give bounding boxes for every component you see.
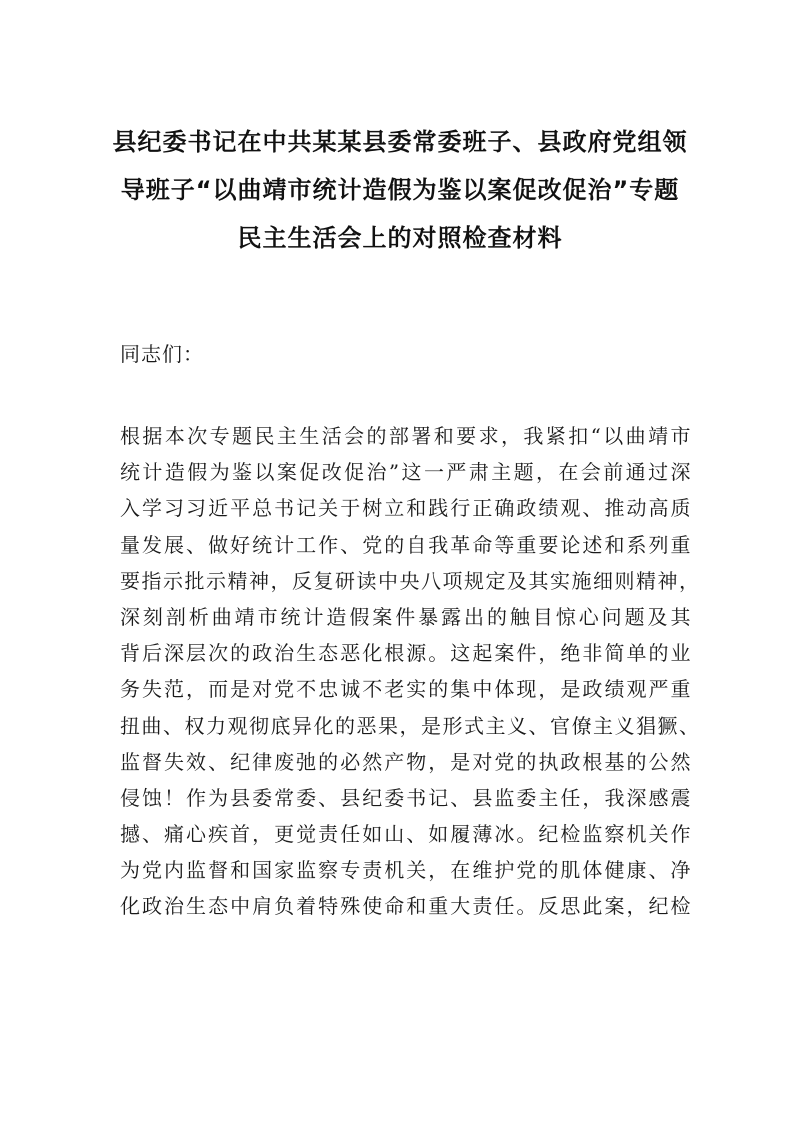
body-line: 侵蚀！作为县委常委、县纪委书记、县监委主任，我深感震	[120, 785, 692, 810]
document-title	[110, 118, 690, 262]
body-line: 量发展、做好统计工作、党的自我革命等重要论述和系列重	[120, 532, 692, 557]
body-line: 务失范，而是对党不忠诚不老实的集中体现，是政绩观严重	[120, 677, 692, 702]
title-line: 导班子“以曲靖市统计造假为鉴以案促改促治”专题	[120, 176, 680, 204]
body-line: 要指示批示精神，反复研读中央八项规定及其实施细则精神，	[120, 568, 701, 593]
body-line: 化政治生态中肩负着特殊使命和重大责任。反思此案，纪检	[120, 894, 692, 919]
title-line: 县纪委书记在中共某某县委常委班子、县政府党组领	[112, 128, 688, 156]
title-line: 民主生活会上的对照检查材料	[237, 224, 563, 252]
salutation: 同志们：	[120, 342, 204, 366]
body-line: 扭曲、权力观彻底异化的恶果，是形式主义、官僚主义猖獗、	[120, 713, 701, 738]
body-line: 根据本次专题民主生活会的部署和要求，我紧扣“以曲靖市	[120, 424, 692, 448]
body-paragraph	[120, 418, 701, 925]
body-line: 为党内监督和国家监察专责机关，在维护党的肌体健康、净	[120, 858, 692, 883]
body-line: 撼、痛心疾首，更觉责任如山、如履薄冰。纪检监察机关作	[120, 822, 692, 847]
body-line: 深刻剖析曲靖市统计造假案件暴露出的触目惊心问题及其	[120, 604, 692, 629]
body-line: 监督失效、纪律废弛的必然产物，是对党的执政根基的公然	[120, 749, 692, 774]
body-line: 背后深层次的政治生态恶化根源。这起案件，绝非简单的业	[120, 641, 692, 666]
body-line: 入学习习近平总书记关于树立和践行正确政绩观、推动高质	[120, 496, 692, 521]
body-line: 统计造假为鉴以案促改促治”这一严肃主题，在会前通过深	[120, 460, 692, 485]
